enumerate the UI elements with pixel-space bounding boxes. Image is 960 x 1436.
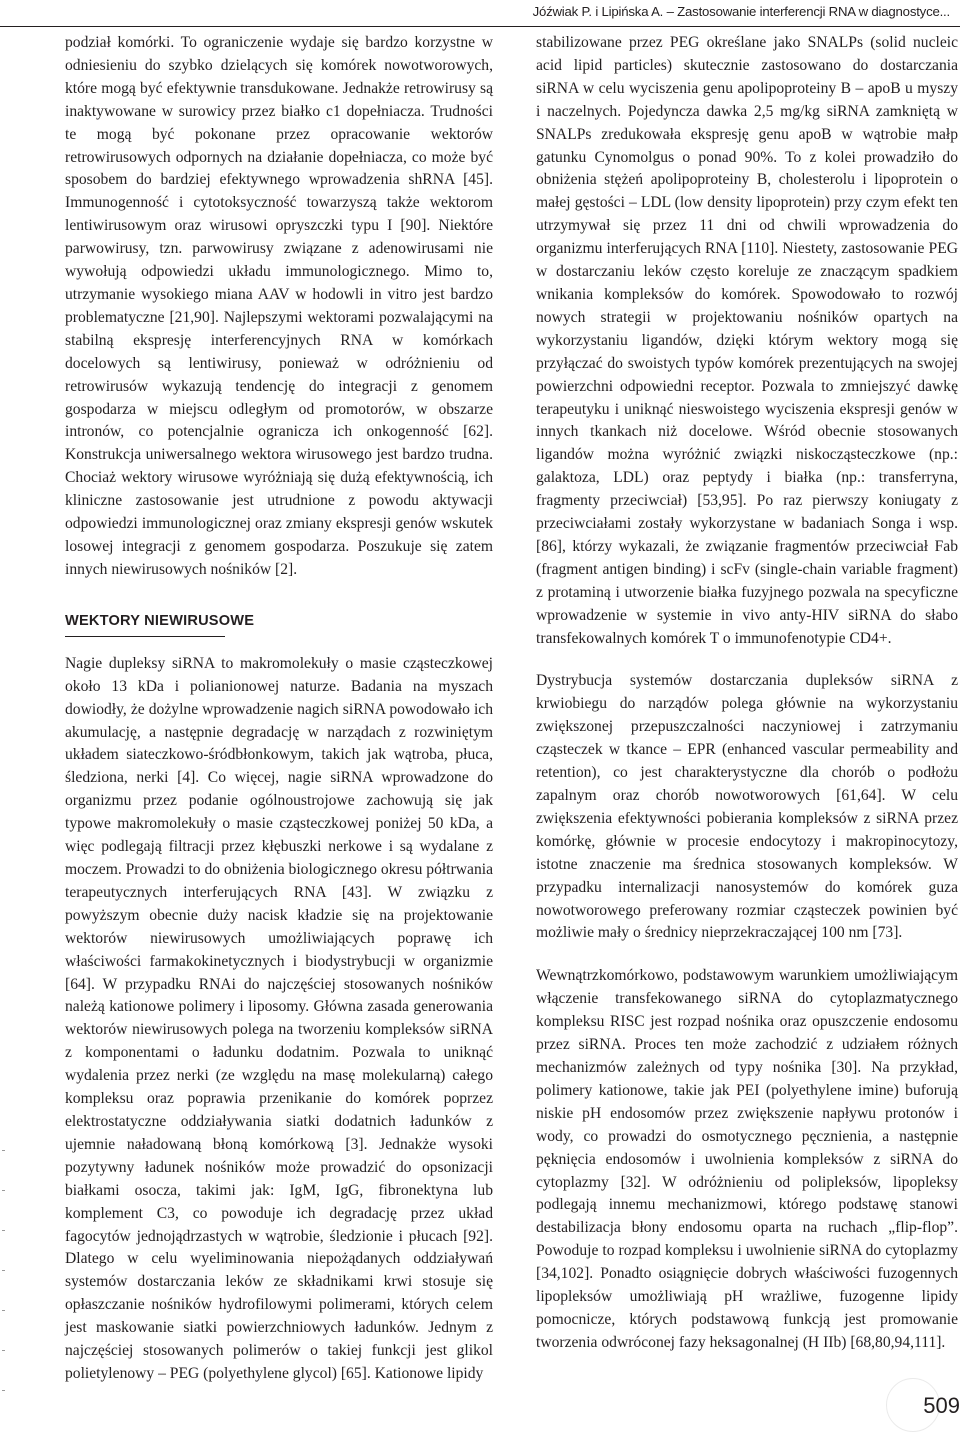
right-column — [536, 32, 958, 1355]
left-paragraph-1: podział komórki. To ograniczenie wydaje się bardzo korzystne w odniesieniu do szybko dzielących się komórek nowotworowych, które mogą być efektywnie transdukowane. Jednakże retrowirusy są inaktywowane w surowicy przez białko c1 dopełniacza. Trudności te mogą być pokonane przez opracowanie wektorów retrowirusowych odpornych na działanie dopełniacza, co może być sposobem do bardziej efektywnego wprowadzenia shRNA [45]. Immunogenność i cytotoksyczność towarzyszą także wektorom lentiwirusowym oraz wirusowi opryszczki typu I [90]. Niektóre parwowirusy, tzn. parwowirusy związane z adenowirusami nie wywołują odpowiedzi układu immunologicznego. Mimo to, utrzymanie wysokiego miana AAV w hodowli in vitro jest bardzo problematyczne [21,90]. Najlepszymi wektorami pozwalającymi na stabilną ekspresję interferencyjnych RNA w komórkach docelowych są lentiwirusy, ponieważ w odróżnieniu od retrowirusów wykazują tendencję do integracji z genomem gospodarza w miejscu odległym od promotorów, w obszarze intronów, co potencjalnie ogranicza ich onkogenność [62]. Konstrukcja uniwersalnego wektora wirusowego jest bardzo trudna. Chociaż wektory wirusowe wyróżniają się dużą efektywnością, ich kliniczne zastosowanie jest utrudnione z powodu aktywacji odpowiedzi immunologicznej oraz zmiany ekspresji genów wskutek losowej integracji z genomem gospodarza. Poszukuje się zatem innych niewirusowych nośników [2]. — [65, 34, 493, 578]
running-header — [0, 2, 960, 26]
right-paragraph-3: Wewnątrzkomórkowo, podstawowym warunkiem umożliwiającym włączenie transfekowanego siRNA do cytoplazmatycznego kompleksu RISC jest rozpad nośnika oraz opuszczenie endosomu przez siRNA. Proces ten może zachodzić z udziałem różnych mechanizmów zależnych od typy nośnika [30]. Na przykład, polimery kationowe, takie jak PEI (polyethylene imine) buforują niskie pH endosomów przez zwiększenie napływu protonów i wody, co prowadzi do osmotycznego pęcznienia, a następnie pęknięcia endosomów i uwolnienia kompleksów z siRNA do cytoplazmy [32]. W odróżnieniu od polipleksów, lipopleksy podlegają innemu mechanizmowi, którego podstawę stanowi destabilizacja błony endosomu oparta na ruchach „flip-flop”. Powoduje to rozpad kompleksu i uwolnienie siRNA do cytoplazmy [34,102]. Ponadto osiągnięcie dobrych właściwości fuzogennych lipopleksów umożliwiają pH wrażliwe, fuzogenne lipidy pomocnicze, których podstawową funkcją jest promowanie tworzenia odwróconej fazy heksagonalnej (H IIb) [68,80,94,111]. — [536, 967, 958, 1351]
left-column — [65, 32, 493, 1386]
right-paragraph-1: stabilizowane przez PEG określane jako SNALPs (solid nucleic acid lipid particles) skutecznie zastosowano do dostarczania siRNA w celu wyciszenia genu apolipoproteiny B – apoB u myszy i naczelnych. Pojedyncza dawka 2,5 mg/kg siRNA zamkniętą w SNALPs zredukowała ekspresję genu apoB w wątrobie małp gatunku Cynomolgus o ponad 90%. To z kolei prowadziło do obniżenia stężeń apolipoproteiny B, cholesterolu i lipoprotein o małej gęstości – LDL (low density lipoprotein) przy czym efekt ten utrzymywał się przez 11 dni od chwili wprowadzenia do organizmu interferujących RNA [110]. Niestety, zastosowanie PEG w dostarczaniu leków często koreluje ze znaczącym spadkiem wnikania kompleksów do komórek. Spowodowało to rozwój nowych strategii w projektowaniu nośników opartych na wykorzystaniu ligandów, dzięki którym wektory mogą się przyłączać do swoistych typów komórek prezentujących na swojej powierzchni odpowiedni receptor. Pozwala to zmniejszyć dawkę terapeutyku i uniknąć nieswoistego wyciszenia ekspresji genów w innych tkankach niż docelowe. Wśród obecnie stosowanych ligandów można wyróżnić związki niskocząsteczkowe (np.: galaktoza, LDL) oraz peptydy i białka (np.: transferryna, fragmenty przeciwciał) [53,95]. Po raz pierwszy koniugaty z przeciwciałami zostały wykorzystane w badaniach Songa i wsp. [86], którzy wykazali, że związanie fragmentów przeciwciał Fab (fragment antigen binding) i scFv (single-chain variable fragment) z protaminą i utworzenie białka fuzyjnego pozwala na specyficzne wprowadzenie w systemie in vivo anty-HIV siRNA do słabo transfekowalnych komórek T o immunofenotypie CD4+. — [536, 34, 958, 647]
margin-ticks — [2, 1150, 6, 1400]
right-paragraph-2: Dystrybucja systemów dostarczania dupleksów siRNA z krwiobiegu do narządów polega głównie na wykorzystaniu zwiększonej przepuszczalności naczyniowej i zatrzymaniu cząsteczek w tkance – EPR (enhanced vascular permeability and retention), co jest charakterystyczne dla chorób o podłożu zapalnym oraz chorób nowotworowych [61,64]. W celu zwiększenia efektywności pobierania kompleksów z siRNA przez komórkę, głównie w procesie endocytozy i makropinocytozy, istotne znaczenie ma średnica stosowanych kompleksów. W przypadku internalizacji nanosystemów do komórek guza nowotworowego preferowany rozmiar cząsteczek powinien być możliwie mały o średnicy nieprzekraczającej 100 nm [73]. — [536, 672, 958, 942]
running-title: Jóźwiak P. i Lipińska A. – Zastosowanie interferencji RNA w diagnostyce... — [532, 4, 950, 19]
left-paragraph-2: Nagie dupleksy siRNA to makromolekuły o masie cząsteczkowej około 13 kDa i polianionowej naturze. Badania na myszach dowiodły, że dożylne wprowadzenie nagich siRNA powodowało ich akumulację, a następnie degradację w narządach z rozwiniętym układem siateczkowo-śródbłonkowym, takich jak wątroba, płuca, śledziona, nerki [4]. Co więcej, nagie siRNA wprowadzone do organizmu przez podanie ogólnoustrojowe zachowują się jak typowe makromolekuły o masie cząsteczkowej poniżej 50 kDa, a więc podlegają filtracji przez kłębuszki nerkowe i są wydalane z moczem. Prowadzi to do obniżenia biologicznego okresu półtrwania terapeutycznych interferujących RNA [43]. W związku z powyższym obecnie duży nacisk kładzie się na projektowanie wektorów niewirusowych umożliwiających poprawę ich właściwości farmakokinetycznych i biodystrybucji w organizmie [64]. W przypadku RNAi do najczęściej stosowanych nośników należą kationowe polimery i liposomy. Główna zasada generowania wektorów niewirusowych polega na tworzeniu kompleksów siRNA z komponentami o ładunku dodatnim. Pozwala to uniknąć wydalenia przez nerki (ze względu na masę molekularną) całego kompleksu oraz poprawia przenikanie do komórek poprzez elektrostatyczne oddziaływania siatki dodatnich ładunków z ujemnie naładowaną błoną komórkową [3]. Jednakże wysoki pozytywny ładunek nośników może prowadzić do opsonizacji białkami osocza, takimi jak: IgM, IgG, fibronektyna lub komplement C3, co powoduje ich degradację przez układ fagocytów jednojądrzastych w wątrobie, śledzionie i płucach [92]. Dlatego w celu wyeliminowania niepożądanych oddziaływań systemów dostarczania leków ze składnikami krwi stosuje się opłaszczanie nośników hydrofilowymi polimerami, których celem jest maskowanie siatki powierzchniowych ładunków. Jednym z najczęściej stosowanych polimerów o takiej funkcji jest glikol polietylenowy – PEG (polyethylene glycol) [65]. Kationowe lipidy — [65, 654, 493, 1382]
page-number: 509 — [923, 1393, 960, 1418]
header-rule — [0, 26, 960, 27]
section-heading: WEKTORY NIEWIRUSOWE — [65, 610, 493, 637]
